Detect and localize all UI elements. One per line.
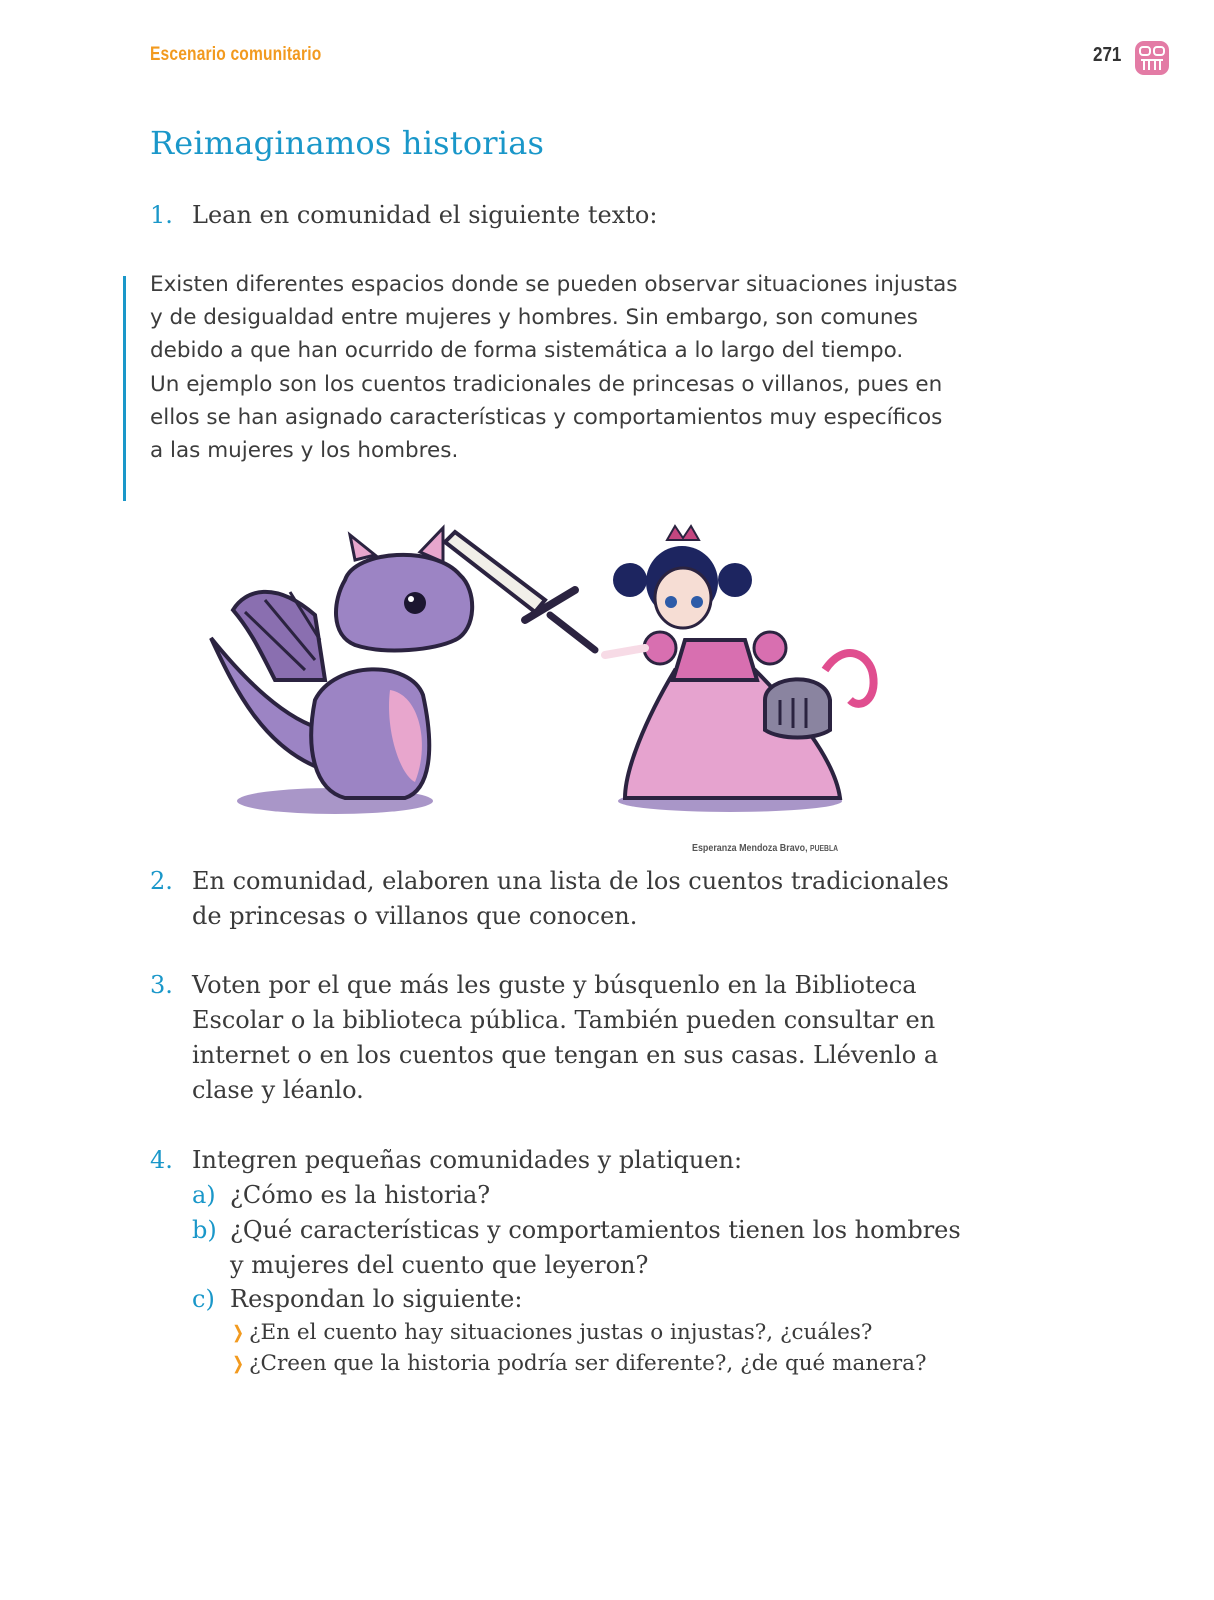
subitem-b (192, 1213, 972, 1283)
glyph-icon (1134, 40, 1170, 76)
item-text: Integren pequeñas comunidades y platiquen: (192, 1146, 743, 1174)
credit-name: Esperanza Mendoza Bravo, (692, 842, 808, 854)
question-bullet (231, 1349, 927, 1379)
reading-paragraph: Un ejemplo son los cuentos tradicionales de princesas o villanos, pues en ellos se han asignado características y comportamientos muy específicos a las mujeres y los hombres. (150, 371, 943, 464)
section-label: Escenario comunitario (150, 44, 322, 65)
quote-bar (123, 276, 126, 501)
item-number: 1. (150, 201, 173, 229)
page-number: 271 (1093, 44, 1122, 66)
bullet-text: ¿Creen que la historia podría ser diferente?, ¿de qué manera? (249, 1351, 927, 1376)
dragon-princess-illustration (205, 520, 905, 840)
subitem-c (192, 1282, 972, 1317)
subitem-text: ¿Cómo es la historia? (230, 1181, 491, 1209)
item-number: 3. (150, 971, 173, 999)
subitem-letter: a) (192, 1181, 216, 1209)
reading-text (150, 268, 960, 467)
subitem-letter: c) (192, 1285, 215, 1313)
activity-item-3 (150, 968, 950, 1108)
bullet-chevron-icon: ❭ (231, 1354, 246, 1374)
activity-item-2 (150, 864, 950, 934)
page-title: Reimaginamos historias (150, 124, 545, 162)
item-text: En comunidad, elaboren una lista de los cuentos tradicionales de princesas o villanos que conocen. (192, 867, 949, 930)
activity-item-1 (150, 198, 980, 233)
item-text: Lean en comunidad el siguiente texto: (192, 201, 658, 229)
item-number: 4. (150, 1146, 173, 1174)
item-number: 2. (150, 867, 173, 895)
item-text: Voten por el que más les guste y búsquenlo en la Biblioteca Escolar o la biblioteca pública. También pueden consultar en internet o en los cuentos que tengan en sus casas. Llévenlo a clase y léanlo. (192, 971, 939, 1104)
subitem-a (192, 1178, 972, 1213)
subitem-text: ¿Qué características y comportamientos tienen los hombres y mujeres del cuento que leyeron? (230, 1216, 961, 1279)
bullet-text: ¿En el cuento hay situaciones justas o injustas?, ¿cuáles? (249, 1320, 873, 1345)
bullet-chevron-icon: ❭ (231, 1323, 246, 1343)
subitem-text: Respondan lo siguiente: (230, 1285, 523, 1313)
image-credit (692, 842, 838, 854)
question-bullet (231, 1318, 872, 1348)
credit-place: PUEBLA (810, 844, 839, 853)
activity-item-4 (150, 1143, 980, 1178)
subitem-letter: b) (192, 1216, 217, 1244)
reading-paragraph: Existen diferentes espacios donde se pueden observar situaciones injustas y de desigualdad entre mujeres y hombres. Sin embargo, son comunes debido a que han ocurrido de forma sistemática a lo largo del tiempo. (150, 272, 958, 364)
